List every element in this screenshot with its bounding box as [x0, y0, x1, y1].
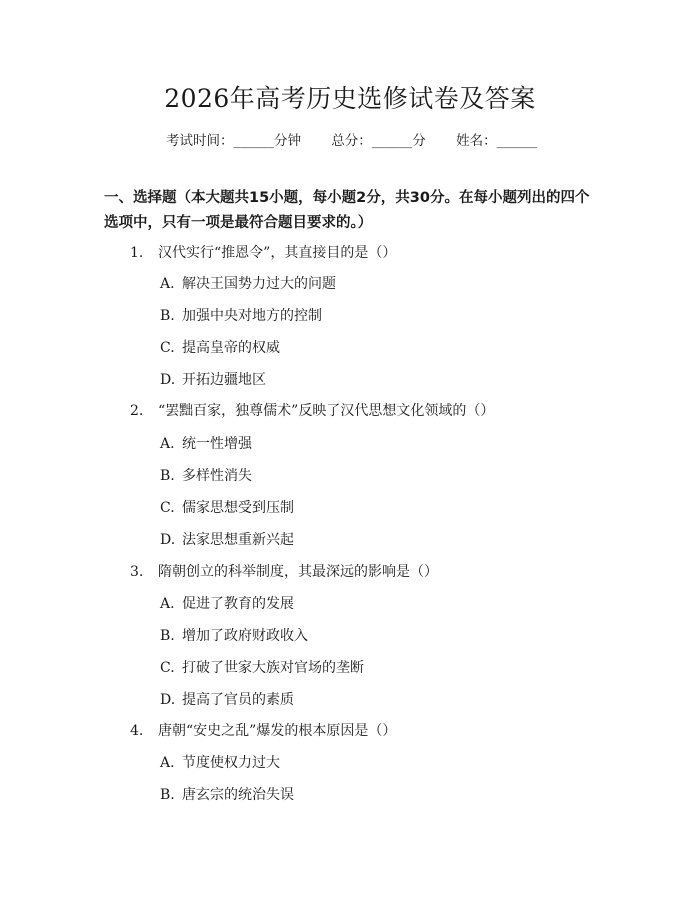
option-text: 提高皇帝的权威 — [182, 340, 280, 356]
option-2d[interactable] — [160, 530, 294, 550]
option-2c[interactable] — [160, 498, 294, 518]
option-text: 统一性增强 — [182, 436, 252, 452]
option-text: 唐玄宗的统治失误 — [182, 787, 294, 803]
question-number: 4. — [130, 723, 144, 739]
option-text: 促进了教育的发展 — [182, 596, 294, 612]
option-text: 多样性消失 — [182, 468, 252, 484]
question-text: 隋朝创立的科举制度，其最深远的影响是（） — [158, 564, 438, 580]
question-number: 1. — [130, 245, 144, 261]
option-text: 节度使权力过大 — [182, 755, 280, 771]
option-letter: C. — [160, 660, 175, 676]
option-2a[interactable] — [160, 434, 252, 454]
option-text: 打破了世家大族对官场的垄断 — [182, 660, 364, 676]
option-letter: A. — [160, 755, 175, 771]
question-number: 3. — [130, 564, 144, 580]
question-4 — [130, 721, 396, 741]
option-2b[interactable] — [160, 466, 252, 486]
option-letter: A. — [160, 596, 175, 612]
option-3c[interactable] — [160, 658, 364, 678]
question-3 — [130, 562, 438, 582]
option-1d[interactable] — [160, 370, 266, 390]
option-letter: A. — [160, 436, 175, 452]
question-number: 2. — [130, 403, 144, 419]
exam-title: 2026年高考历史选修试卷及答案 — [164, 84, 536, 113]
option-text: 法家思想重新兴起 — [182, 532, 294, 548]
option-letter: B. — [160, 628, 175, 644]
option-letter: A. — [160, 276, 175, 292]
option-text: 提高了官员的素质 — [182, 692, 294, 708]
option-4a[interactable] — [160, 753, 280, 773]
option-3b[interactable] — [160, 626, 308, 646]
question-text: “罢黜百家，独尊儒术”反映了汉代思想文化领域的（） — [158, 403, 495, 419]
option-text: 开拓边疆地区 — [182, 372, 266, 388]
option-letter: B. — [160, 308, 175, 324]
option-letter: D. — [160, 692, 176, 708]
option-letter: D. — [160, 372, 176, 388]
option-3a[interactable] — [160, 594, 294, 614]
section-heading: 一、选择题（本大题共15小题，每小题2分，共30分。在每小题列出的四个选项中，只有一项是最符合题目要求的。） — [104, 190, 590, 231]
option-1b[interactable] — [160, 306, 322, 326]
option-letter: C. — [160, 340, 175, 356]
exam-meta — [166, 131, 537, 151]
student-name: 姓名：______ — [456, 133, 538, 149]
option-letter: B. — [160, 468, 175, 484]
question-text: 唐朝“安史之乱”爆发的根本原因是（） — [158, 723, 397, 739]
option-letter: D. — [160, 532, 176, 548]
option-3d[interactable] — [160, 690, 294, 710]
question-1 — [130, 243, 396, 263]
option-text: 儒家思想受到压制 — [182, 500, 294, 516]
question-text: 汉代实行“推恩令”，其直接目的是（） — [158, 245, 397, 261]
exam-total-score: 总分：______分 — [331, 133, 426, 149]
option-text: 解决王国势力过大的问题 — [182, 276, 336, 292]
option-1c[interactable] — [160, 338, 280, 358]
exam-time: 考试时间：______分钟 — [166, 133, 301, 149]
option-1a[interactable] — [160, 274, 336, 294]
question-2 — [130, 401, 494, 421]
option-4b[interactable] — [160, 785, 294, 805]
option-letter: B. — [160, 787, 175, 803]
option-letter: C. — [160, 500, 175, 516]
option-text: 增加了政府财政收入 — [182, 628, 308, 644]
option-text: 加强中央对地方的控制 — [182, 308, 322, 324]
